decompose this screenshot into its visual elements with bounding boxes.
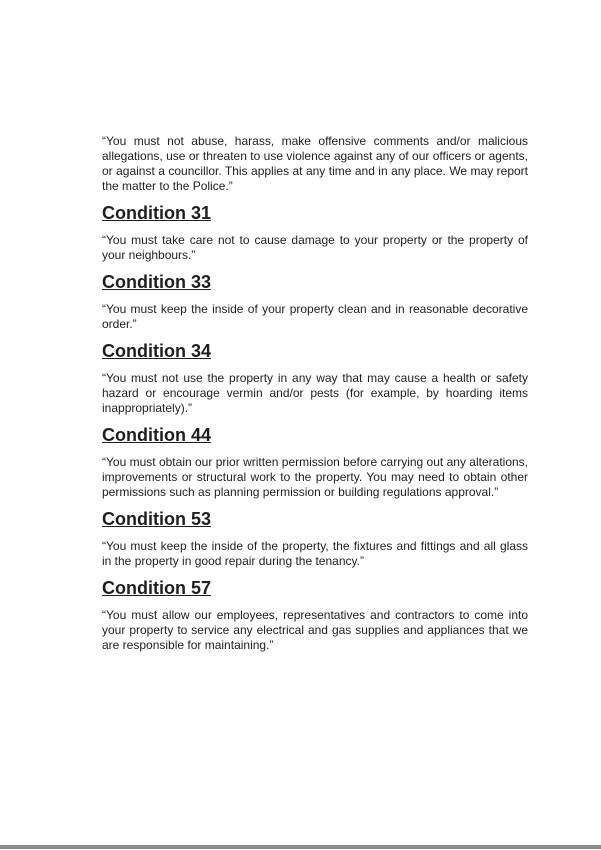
condition-heading-33: Condition 33 [102,272,211,292]
document-content [102,134,528,665]
quoted-condition-text: “You must not use the property in any way that may cause a health or safety hazard or encourage vermin and/or pests (for example, by hoarding items inappropriately).” [102,371,528,415]
quoted-condition-text: “You must keep the inside of the property, the fixtures and fittings and all glass in the property in good repair during the tenancy.” [102,539,528,568]
condition-heading-31: Condition 31 [102,203,211,223]
quoted-condition-text: “You must obtain our prior written permission before carrying out any alterations, improvements or structural work to the property. You may need to obtain other permissions such as planning permission or building regulations approval.” [102,455,528,499]
condition-heading-57: Condition 57 [102,578,211,598]
condition-heading-53: Condition 53 [102,509,211,529]
condition-heading-34: Condition 34 [102,341,211,361]
quoted-condition-text: “You must not abuse, harass, make offensive comments and/or malicious allegations, use or threaten to use violence against any of our officers or agents, or against a councillor. This applies at any time and in any place. We may report the matter to the Police.” [102,134,528,193]
quoted-condition-text: “You must take care not to cause damage to your property or the property of your neighbours.” [102,233,528,262]
quoted-condition-text: “You must keep the inside of your property clean and in reasonable decorative order.” [102,302,528,331]
quoted-condition-text: “You must allow our employees, representatives and contractors to come into your property to service any electrical and gas supplies and appliances that we are responsible for maintaining.” [102,608,528,652]
condition-heading-44: Condition 44 [102,425,211,445]
window-bottom-edge-bar [0,845,601,849]
